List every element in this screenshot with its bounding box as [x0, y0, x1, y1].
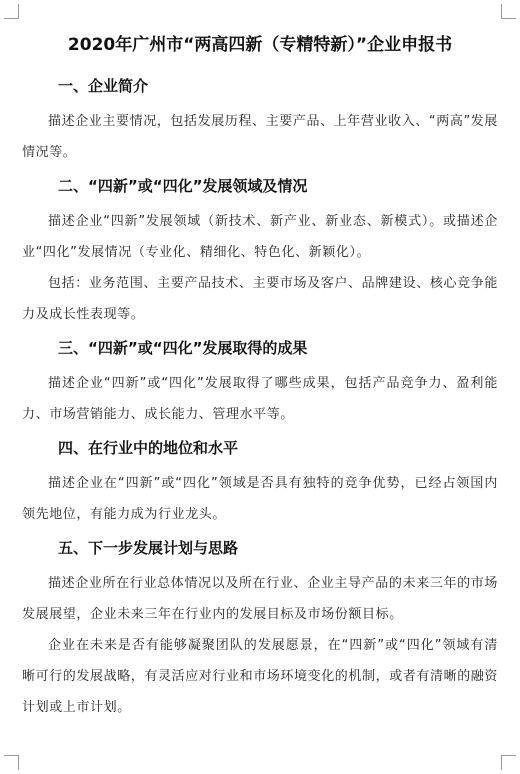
section-heading: 五、下一步发展计划与思路: [58, 539, 239, 557]
section-next-plan: [22, 534, 498, 723]
crop-mark-top-left: [4, 4, 19, 19]
section-development-fields: [22, 172, 498, 330]
crop-mark-bottom-left: [4, 755, 19, 770]
section-paragraph: 描述企业所在行业总体情况以及所在行业、企业主导产品的未来三年的市场发展展望，企业未来三年在行业内的发展目标及市场份额目标。: [22, 576, 498, 622]
section-heading: 一、企业简介: [58, 77, 149, 95]
section-heading: 四、在行业中的地位和水平: [58, 439, 239, 457]
crop-mark-top-right: [501, 4, 516, 19]
section-industry-position: [22, 434, 498, 530]
section-heading: 三、“四新”或“四化”发展取得的成果: [58, 339, 308, 357]
section-paragraph: 描述企业“四新”或“四化”发展取得了哪些成果，包括产品竞争力、盈利能力、市场营销能力、成长能力、管理水平等。: [22, 376, 498, 422]
section-achievements: [22, 334, 498, 430]
crop-mark-bottom-right: [501, 755, 516, 770]
document-body: [22, 30, 498, 723]
section-paragraph: 企业在未来是否有能够凝聚团队的发展愿景，在“四新”或“四化”领域有清晰可行的发展战略，有灵活应对行业和市场环境变化的机制，或者有清晰的融资计划或上市计划。: [22, 638, 499, 715]
section-paragraph: 包括：业务范围、主要产品技术、主要市场及客户、品牌建设、核心竞争能力及成长性表现等。: [22, 276, 498, 322]
document-title: 2020年广州市“两高四新（专精特新）”企业申报书: [67, 35, 453, 55]
section-intro: [22, 72, 498, 168]
section-paragraph: 描述企业主要情况，包括发展历程、主要产品、上年营业收入、“两高”发展情况等。: [22, 114, 498, 160]
section-heading: 二、“四新”或“四化”发展领域及情况: [58, 177, 308, 195]
section-paragraph: 描述企业在“四新”或“四化”领域是否具有独特的竞争优势，已经占领国内领先地位，有能力成为行业龙头。: [22, 476, 498, 522]
section-paragraph: 描述企业“四新”发展领域（新技术、新产业、新业态、新模式）。或描述企业“四化”发展情况（专业化、精细化、特色化、新颖化）。: [22, 214, 498, 260]
